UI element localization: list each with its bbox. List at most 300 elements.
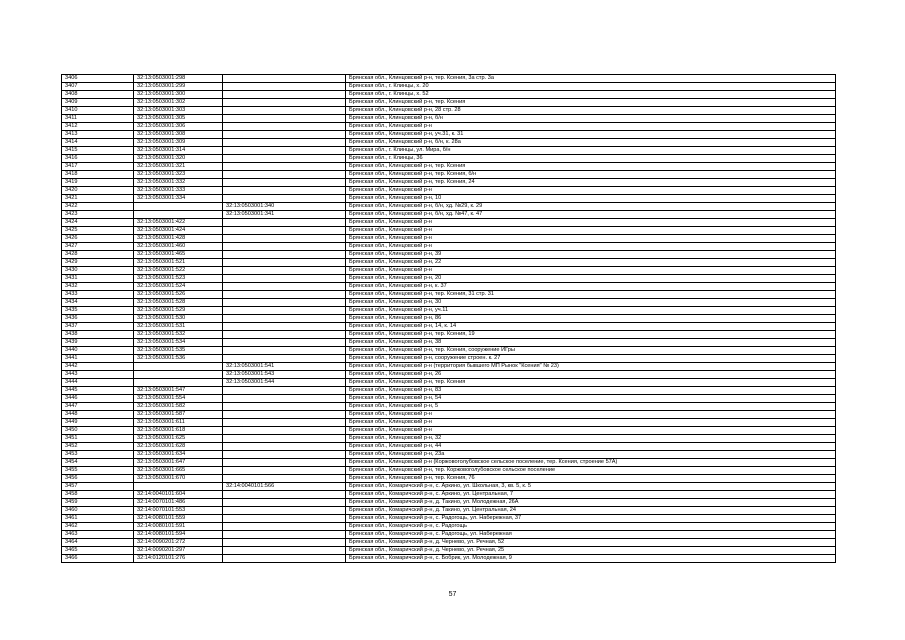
address-cell: Брянская обл., г. Клинцы, х. 52 bbox=[346, 91, 836, 99]
table-row bbox=[62, 219, 836, 227]
row-number-cell: 3453 bbox=[62, 451, 134, 459]
table-row bbox=[62, 531, 836, 539]
building-cadastral-number-cell bbox=[223, 91, 346, 99]
land-cadastral-number-cell: 32:13:0503001:532 bbox=[134, 331, 223, 339]
table-row bbox=[62, 547, 836, 555]
row-number-cell: 3421 bbox=[62, 195, 134, 203]
building-cadastral-number-cell bbox=[223, 219, 346, 227]
row-number-cell: 3452 bbox=[62, 443, 134, 451]
building-cadastral-number-cell bbox=[223, 419, 346, 427]
table-row bbox=[62, 211, 836, 219]
building-cadastral-number-cell bbox=[223, 555, 346, 563]
row-number-cell: 3426 bbox=[62, 235, 134, 243]
land-cadastral-number-cell: 32:13:0503001:306 bbox=[134, 123, 223, 131]
table-row bbox=[62, 83, 836, 91]
land-cadastral-number-cell: 32:13:0503001:554 bbox=[134, 395, 223, 403]
address-cell: Брянская обл., Клинцовский р-н bbox=[346, 427, 836, 435]
land-cadastral-number-cell: 32:13:0503001:323 bbox=[134, 171, 223, 179]
table-row bbox=[62, 195, 836, 203]
table-row bbox=[62, 443, 836, 451]
address-cell: Брянская обл., Клинцовский р-н, тер. Коржовоголубовское сельское поселение bbox=[346, 467, 836, 475]
address-cell: Брянская обл., г. Клинцы, 36 bbox=[346, 155, 836, 163]
land-cadastral-number-cell: 32:13:0503001:333 bbox=[134, 187, 223, 195]
land-cadastral-number-cell: 32:13:0503001:332 bbox=[134, 179, 223, 187]
building-cadastral-number-cell bbox=[223, 339, 346, 347]
land-cadastral-number-cell: 32:14:0090201:297 bbox=[134, 547, 223, 555]
building-cadastral-number-cell bbox=[223, 307, 346, 315]
address-cell: Брянская обл., Клинцовский р-н, тер. Ксения, 76 bbox=[346, 475, 836, 483]
table-row bbox=[62, 411, 836, 419]
address-cell: Брянская обл., Клинцовский р-н, 5 bbox=[346, 403, 836, 411]
row-number-cell: 3431 bbox=[62, 275, 134, 283]
table-row bbox=[62, 243, 836, 251]
building-cadastral-number-cell bbox=[223, 267, 346, 275]
address-cell: Брянская обл., Клинцовский р-н bbox=[346, 243, 836, 251]
address-cell: Брянская обл., Клинцовский р-н bbox=[346, 235, 836, 243]
row-number-cell: 3455 bbox=[62, 467, 134, 475]
land-cadastral-number-cell bbox=[134, 203, 223, 211]
building-cadastral-number-cell bbox=[223, 355, 346, 363]
address-cell: Брянская обл., Комаричский р-н, д. Чернево, ул. Речная, 25 bbox=[346, 547, 836, 555]
building-cadastral-number-cell bbox=[223, 139, 346, 147]
building-cadastral-number-cell bbox=[223, 179, 346, 187]
land-cadastral-number-cell: 32:13:0503001:530 bbox=[134, 315, 223, 323]
land-cadastral-number-cell bbox=[134, 379, 223, 387]
table-row bbox=[62, 171, 836, 179]
table-row bbox=[62, 107, 836, 115]
row-number-cell: 3424 bbox=[62, 219, 134, 227]
table-row bbox=[62, 235, 836, 243]
row-number-cell: 3418 bbox=[62, 171, 134, 179]
address-cell: Брянская обл., Комаричский р-н, с. Аркино, ул. Центральная, 7 bbox=[346, 491, 836, 499]
address-cell: Брянская обл., Клинцовский р-н, 38 bbox=[346, 339, 836, 347]
row-number-cell: 3465 bbox=[62, 547, 134, 555]
building-cadastral-number-cell: 32:14:0040101:566 bbox=[223, 483, 346, 491]
table-row bbox=[62, 387, 836, 395]
building-cadastral-number-cell bbox=[223, 171, 346, 179]
row-number-cell: 3463 bbox=[62, 531, 134, 539]
row-number-cell: 3410 bbox=[62, 107, 134, 115]
table-row bbox=[62, 323, 836, 331]
table-row bbox=[62, 491, 836, 499]
address-cell: Брянская обл., Комаричский р-н, д. Такино, ул. Центральная, 24 bbox=[346, 507, 836, 515]
building-cadastral-number-cell bbox=[223, 259, 346, 267]
table-row bbox=[62, 283, 836, 291]
land-cadastral-number-cell: 32:13:0503001:625 bbox=[134, 435, 223, 443]
land-cadastral-number-cell: 32:13:0503001:524 bbox=[134, 283, 223, 291]
row-number-cell: 3432 bbox=[62, 283, 134, 291]
table-row bbox=[62, 339, 836, 347]
address-cell: Брянская обл., Клинцовский р-н, тер. Ксения bbox=[346, 379, 836, 387]
address-cell: Брянская обл., Комаричский р-н, с. Радогощь bbox=[346, 523, 836, 531]
row-number-cell: 3460 bbox=[62, 507, 134, 515]
building-cadastral-number-cell bbox=[223, 123, 346, 131]
row-number-cell: 3437 bbox=[62, 323, 134, 331]
land-cadastral-number-cell: 32:14:0080101:594 bbox=[134, 531, 223, 539]
address-cell: Брянская обл., Клинцовский р-н, 30 bbox=[346, 299, 836, 307]
land-cadastral-number-cell: 32:14:0090201:272 bbox=[134, 539, 223, 547]
land-cadastral-number-cell: 32:13:0503001:521 bbox=[134, 259, 223, 267]
building-cadastral-number-cell bbox=[223, 291, 346, 299]
address-cell: Брянская обл., Клинцовский р-н, б/н bbox=[346, 115, 836, 123]
row-number-cell: 3415 bbox=[62, 147, 134, 155]
land-cadastral-number-cell: 32:13:0503001:298 bbox=[134, 75, 223, 83]
table-row bbox=[62, 539, 836, 547]
table-row bbox=[62, 403, 836, 411]
table-row bbox=[62, 483, 836, 491]
table-row bbox=[62, 315, 836, 323]
address-cell: Брянская обл., Комаричский р-н, с. Радогощь, ул. Набережная bbox=[346, 531, 836, 539]
address-cell: Брянская обл., Клинцовский р-н, 26 bbox=[346, 371, 836, 379]
address-cell: Брянская обл., Клинцовский р-н, уч.31, к. 31 bbox=[346, 131, 836, 139]
row-number-cell: 3414 bbox=[62, 139, 134, 147]
table-row bbox=[62, 499, 836, 507]
building-cadastral-number-cell bbox=[223, 387, 346, 395]
row-number-cell: 3454 bbox=[62, 459, 134, 467]
table-row bbox=[62, 75, 836, 83]
address-cell: Брянская обл., Клинцовский р-н (территория бывшего МП Рынок "Ксения" № 23) bbox=[346, 363, 836, 371]
row-number-cell: 3413 bbox=[62, 131, 134, 139]
land-cadastral-number-cell: 32:14:0070101:486 bbox=[134, 499, 223, 507]
row-number-cell: 3447 bbox=[62, 403, 134, 411]
building-cadastral-number-cell: 32:13:0503001:544 bbox=[223, 379, 346, 387]
address-cell: Брянская обл., Клинцовский р-н, 83 bbox=[346, 387, 836, 395]
table-row bbox=[62, 123, 836, 131]
row-number-cell: 3429 bbox=[62, 259, 134, 267]
building-cadastral-number-cell bbox=[223, 499, 346, 507]
land-cadastral-number-cell: 32:13:0503001:587 bbox=[134, 411, 223, 419]
row-number-cell: 3430 bbox=[62, 267, 134, 275]
land-cadastral-number-cell: 32:13:0503001:535 bbox=[134, 347, 223, 355]
building-cadastral-number-cell bbox=[223, 235, 346, 243]
building-cadastral-number-cell bbox=[223, 491, 346, 499]
row-number-cell: 3444 bbox=[62, 379, 134, 387]
table-row bbox=[62, 331, 836, 339]
building-cadastral-number-cell bbox=[223, 155, 346, 163]
land-cadastral-number-cell: 32:13:0503001:547 bbox=[134, 387, 223, 395]
row-number-cell: 3435 bbox=[62, 307, 134, 315]
building-cadastral-number-cell bbox=[223, 443, 346, 451]
land-cadastral-number-cell: 32:13:0503001:302 bbox=[134, 99, 223, 107]
row-number-cell: 3441 bbox=[62, 355, 134, 363]
address-cell: Брянская обл., Клинцовский р-н bbox=[346, 419, 836, 427]
row-number-cell: 3438 bbox=[62, 331, 134, 339]
building-cadastral-number-cell bbox=[223, 115, 346, 123]
building-cadastral-number-cell bbox=[223, 475, 346, 483]
building-cadastral-number-cell bbox=[223, 283, 346, 291]
table-row bbox=[62, 451, 836, 459]
row-number-cell: 3425 bbox=[62, 227, 134, 235]
row-number-cell: 3446 bbox=[62, 395, 134, 403]
building-cadastral-number-cell: 32:13:0503001:341 bbox=[223, 211, 346, 219]
row-number-cell: 3448 bbox=[62, 411, 134, 419]
building-cadastral-number-cell bbox=[223, 515, 346, 523]
row-number-cell: 3461 bbox=[62, 515, 134, 523]
row-number-cell: 3450 bbox=[62, 427, 134, 435]
row-number-cell: 3466 bbox=[62, 555, 134, 563]
table-row bbox=[62, 251, 836, 259]
building-cadastral-number-cell bbox=[223, 451, 346, 459]
address-cell: Брянская обл., Клинцовский р-н, тер. Ксения, б/н bbox=[346, 171, 836, 179]
table-row bbox=[62, 523, 836, 531]
address-cell: Брянская обл., Клинцовский р-н, 22 bbox=[346, 259, 836, 267]
row-number-cell: 3445 bbox=[62, 387, 134, 395]
register-table bbox=[61, 74, 836, 563]
table-row bbox=[62, 259, 836, 267]
land-cadastral-number-cell: 32:13:0503001:665 bbox=[134, 467, 223, 475]
building-cadastral-number-cell bbox=[223, 75, 346, 83]
table-row bbox=[62, 115, 836, 123]
table-row bbox=[62, 459, 836, 467]
row-number-cell: 3449 bbox=[62, 419, 134, 427]
land-cadastral-number-cell: 32:13:0503001:300 bbox=[134, 91, 223, 99]
building-cadastral-number-cell bbox=[223, 507, 346, 515]
building-cadastral-number-cell bbox=[223, 539, 346, 547]
address-cell: Брянская обл., Клинцовский р-н, 14, к. 14 bbox=[346, 323, 836, 331]
row-number-cell: 3436 bbox=[62, 315, 134, 323]
land-cadastral-number-cell: 32:13:0503001:522 bbox=[134, 267, 223, 275]
building-cadastral-number-cell bbox=[223, 427, 346, 435]
address-cell: Брянская обл., Клинцовский р-н, 23а bbox=[346, 451, 836, 459]
row-number-cell: 3417 bbox=[62, 163, 134, 171]
building-cadastral-number-cell bbox=[223, 299, 346, 307]
page-number: 57 bbox=[448, 591, 457, 598]
land-cadastral-number-cell: 32:14:0120101:276 bbox=[134, 555, 223, 563]
building-cadastral-number-cell: 32:13:0503001:543 bbox=[223, 371, 346, 379]
table-row bbox=[62, 227, 836, 235]
land-cadastral-number-cell: 32:13:0503001:309 bbox=[134, 139, 223, 147]
address-cell: Брянская обл., Клинцовский р-н, тер. Ксения bbox=[346, 99, 836, 107]
register-table-body bbox=[62, 75, 836, 563]
address-cell: Брянская обл., Клинцовский р-н, к. 37 bbox=[346, 283, 836, 291]
building-cadastral-number-cell bbox=[223, 251, 346, 259]
building-cadastral-number-cell bbox=[223, 275, 346, 283]
row-number-cell: 3420 bbox=[62, 187, 134, 195]
row-number-cell: 3433 bbox=[62, 291, 134, 299]
address-cell: Брянская обл., Клинцовский р-н, уч.11 bbox=[346, 307, 836, 315]
land-cadastral-number-cell: 32:13:0503001:334 bbox=[134, 195, 223, 203]
building-cadastral-number-cell bbox=[223, 347, 346, 355]
address-cell: Брянская обл., Клинцовский р-н, тер. Ксения, 19 bbox=[346, 331, 836, 339]
row-number-cell: 3443 bbox=[62, 371, 134, 379]
building-cadastral-number-cell bbox=[223, 227, 346, 235]
table-row bbox=[62, 363, 836, 371]
building-cadastral-number-cell: 32:13:0503001:541 bbox=[223, 363, 346, 371]
row-number-cell: 3456 bbox=[62, 475, 134, 483]
row-number-cell: 3427 bbox=[62, 243, 134, 251]
land-cadastral-number-cell: 32:13:0503001:628 bbox=[134, 443, 223, 451]
land-cadastral-number-cell: 32:14:0080101:591 bbox=[134, 523, 223, 531]
land-cadastral-number-cell: 32:13:0503001:523 bbox=[134, 275, 223, 283]
land-cadastral-number-cell: 32:13:0503001:308 bbox=[134, 131, 223, 139]
land-cadastral-number-cell: 32:14:0070101:553 bbox=[134, 507, 223, 515]
address-cell: Брянская обл., Комаричский р-н, с. Бобрик, ул. Молодежная, 9 bbox=[346, 555, 836, 563]
table-row bbox=[62, 131, 836, 139]
land-cadastral-number-cell: 32:13:0503001:647 bbox=[134, 459, 223, 467]
building-cadastral-number-cell: 32:13:0503001:340 bbox=[223, 203, 346, 211]
land-cadastral-number-cell: 32:13:0503001:634 bbox=[134, 451, 223, 459]
building-cadastral-number-cell bbox=[223, 131, 346, 139]
row-number-cell: 3422 bbox=[62, 203, 134, 211]
row-number-cell: 3439 bbox=[62, 339, 134, 347]
address-cell: Брянская обл., Клинцовский р-н, 39 bbox=[346, 251, 836, 259]
table-row bbox=[62, 507, 836, 515]
land-cadastral-number-cell: 32:13:0503001:299 bbox=[134, 83, 223, 91]
address-cell: Брянская обл., Клинцовский р-н, 44 bbox=[346, 443, 836, 451]
building-cadastral-number-cell bbox=[223, 107, 346, 115]
row-number-cell: 3412 bbox=[62, 123, 134, 131]
table-row bbox=[62, 395, 836, 403]
address-cell: Брянская обл., г. Клинцы, ул. Мира, б/н bbox=[346, 147, 836, 155]
row-number-cell: 3423 bbox=[62, 211, 134, 219]
land-cadastral-number-cell bbox=[134, 371, 223, 379]
row-number-cell: 3451 bbox=[62, 435, 134, 443]
table-row bbox=[62, 475, 836, 483]
land-cadastral-number-cell: 32:13:0503001:528 bbox=[134, 299, 223, 307]
address-cell: Брянская обл., Клинцовский р-н, 28 стр. 28 bbox=[346, 107, 836, 115]
row-number-cell: 3464 bbox=[62, 539, 134, 547]
building-cadastral-number-cell bbox=[223, 323, 346, 331]
land-cadastral-number-cell: 32:14:0080101:559 bbox=[134, 515, 223, 523]
address-cell: Брянская обл., Клинцовский р-н bbox=[346, 123, 836, 131]
building-cadastral-number-cell bbox=[223, 163, 346, 171]
land-cadastral-number-cell: 32:13:0503001:526 bbox=[134, 291, 223, 299]
address-cell: Брянская обл., Клинцовский р-н, тер. Ксения, 24 bbox=[346, 179, 836, 187]
building-cadastral-number-cell bbox=[223, 99, 346, 107]
land-cadastral-number-cell: 32:13:0503001:670 bbox=[134, 475, 223, 483]
row-number-cell: 3462 bbox=[62, 523, 134, 531]
address-cell: Брянская обл., Клинцовский р-н, 10 bbox=[346, 195, 836, 203]
address-cell: Брянская обл., Клинцовский р-н, 20 bbox=[346, 275, 836, 283]
address-cell: Брянская обл., Клинцовский р-н, тер. Ксения, 3а стр. 3а bbox=[346, 75, 836, 83]
address-cell: Брянская обл., Клинцовский р-н bbox=[346, 219, 836, 227]
land-cadastral-number-cell: 32:13:0503001:531 bbox=[134, 323, 223, 331]
land-cadastral-number-cell: 32:13:0503001:582 bbox=[134, 403, 223, 411]
address-cell: Брянская обл., Клинцовский р-н, 32 bbox=[346, 435, 836, 443]
row-number-cell: 3457 bbox=[62, 483, 134, 491]
land-cadastral-number-cell: 32:13:0503001:536 bbox=[134, 355, 223, 363]
table-row bbox=[62, 347, 836, 355]
building-cadastral-number-cell bbox=[223, 395, 346, 403]
address-cell: Брянская обл., Комаричский р-н, с. Аркино, ул. Школьная, 3, кв. 5, к. 5 bbox=[346, 483, 836, 491]
land-cadastral-number-cell bbox=[134, 363, 223, 371]
address-cell: Брянская обл., Клинцовский р-н bbox=[346, 411, 836, 419]
row-number-cell: 3428 bbox=[62, 251, 134, 259]
row-number-cell: 3416 bbox=[62, 155, 134, 163]
address-cell: Брянская обл., Клинцовский р-н bbox=[346, 267, 836, 275]
land-cadastral-number-cell: 32:13:0503001:320 bbox=[134, 155, 223, 163]
land-cadastral-number-cell: 32:14:0040101:604 bbox=[134, 491, 223, 499]
building-cadastral-number-cell bbox=[223, 195, 346, 203]
address-cell: Брянская обл., Клинцовский р-н (Коржовоголубовское сельское поселение, тер. Ксения, строение 57А) bbox=[346, 459, 836, 467]
land-cadastral-number-cell: 32:13:0503001:618 bbox=[134, 427, 223, 435]
address-cell: Брянская обл., Клинцовский р-н, 54 bbox=[346, 395, 836, 403]
row-number-cell: 3442 bbox=[62, 363, 134, 371]
address-cell: Брянская обл., Комаричский р-н, д. Чернево, ул. Речная, 52 bbox=[346, 539, 836, 547]
building-cadastral-number-cell bbox=[223, 243, 346, 251]
row-number-cell: 3434 bbox=[62, 299, 134, 307]
land-cadastral-number-cell: 32:13:0503001:611 bbox=[134, 419, 223, 427]
row-number-cell: 3458 bbox=[62, 491, 134, 499]
land-cadastral-number-cell: 32:13:0503001:321 bbox=[134, 163, 223, 171]
row-number-cell: 3407 bbox=[62, 83, 134, 91]
row-number-cell: 3406 bbox=[62, 75, 134, 83]
land-cadastral-number-cell: 32:13:0503001:529 bbox=[134, 307, 223, 315]
table-row bbox=[62, 515, 836, 523]
address-cell: Брянская обл., Комаричский р-н, с. Радогощь, ул. Набережная, 37 bbox=[346, 515, 836, 523]
table-row bbox=[62, 371, 836, 379]
building-cadastral-number-cell bbox=[223, 547, 346, 555]
land-cadastral-number-cell: 32:13:0503001:424 bbox=[134, 227, 223, 235]
table-row bbox=[62, 275, 836, 283]
land-cadastral-number-cell bbox=[134, 211, 223, 219]
address-cell: Брянская обл., Клинцовский р-н bbox=[346, 227, 836, 235]
address-cell: Брянская обл., Клинцовский р-н, б/н, хд. №29, к. 29 bbox=[346, 203, 836, 211]
building-cadastral-number-cell bbox=[223, 315, 346, 323]
address-cell: Брянская обл., Клинцовский р-н, сооружение строен. к. 27 bbox=[346, 355, 836, 363]
land-cadastral-number-cell: 32:13:0503001:314 bbox=[134, 147, 223, 155]
table-row bbox=[62, 419, 836, 427]
address-cell: Брянская обл., Комаричский р-н, д. Такино, ул. Молодежная, 26А bbox=[346, 499, 836, 507]
table-row bbox=[62, 203, 836, 211]
building-cadastral-number-cell bbox=[223, 459, 346, 467]
table-row bbox=[62, 163, 836, 171]
land-cadastral-number-cell: 32:13:0503001:303 bbox=[134, 107, 223, 115]
row-number-cell: 3440 bbox=[62, 347, 134, 355]
building-cadastral-number-cell bbox=[223, 523, 346, 531]
land-cadastral-number-cell: 32:13:0503001:534 bbox=[134, 339, 223, 347]
table-row bbox=[62, 179, 836, 187]
building-cadastral-number-cell bbox=[223, 187, 346, 195]
row-number-cell: 3411 bbox=[62, 115, 134, 123]
building-cadastral-number-cell bbox=[223, 435, 346, 443]
building-cadastral-number-cell bbox=[223, 147, 346, 155]
land-cadastral-number-cell: 32:13:0503001:305 bbox=[134, 115, 223, 123]
table-row bbox=[62, 187, 836, 195]
land-cadastral-number-cell: 32:13:0503001:428 bbox=[134, 235, 223, 243]
row-number-cell: 3419 bbox=[62, 179, 134, 187]
address-cell: Брянская обл., Клинцовский р-н, 86 bbox=[346, 315, 836, 323]
table-row bbox=[62, 379, 836, 387]
row-number-cell: 3408 bbox=[62, 91, 134, 99]
table-row bbox=[62, 307, 836, 315]
table-row bbox=[62, 291, 836, 299]
building-cadastral-number-cell bbox=[223, 403, 346, 411]
building-cadastral-number-cell bbox=[223, 411, 346, 419]
land-cadastral-number-cell: 32:13:0503001:460 bbox=[134, 243, 223, 251]
table-row bbox=[62, 299, 836, 307]
table-row bbox=[62, 427, 836, 435]
address-cell: Брянская обл., Клинцовский р-н, б/н, к. 28а bbox=[346, 139, 836, 147]
land-cadastral-number-cell: 32:13:0503001:422 bbox=[134, 219, 223, 227]
address-cell: Брянская обл., Клинцовский р-н bbox=[346, 187, 836, 195]
address-cell: Брянская обл., Клинцовский р-н, тер. Ксения bbox=[346, 163, 836, 171]
table-row bbox=[62, 355, 836, 363]
table-row bbox=[62, 99, 836, 107]
row-number-cell: 3409 bbox=[62, 99, 134, 107]
table-row bbox=[62, 267, 836, 275]
building-cadastral-number-cell bbox=[223, 331, 346, 339]
address-cell: Брянская обл., Клинцовский р-н, тер. Ксения, сооружение ИГры bbox=[346, 347, 836, 355]
address-cell: Брянская обл., г. Клинцы, х. 20 bbox=[346, 83, 836, 91]
table-row bbox=[62, 139, 836, 147]
table-row bbox=[62, 555, 836, 563]
table-row bbox=[62, 91, 836, 99]
table-row bbox=[62, 155, 836, 163]
table-row bbox=[62, 435, 836, 443]
row-number-cell: 3459 bbox=[62, 499, 134, 507]
address-cell: Брянская обл., Клинцовский р-н, б/н, хд. №47, к. 47 bbox=[346, 211, 836, 219]
